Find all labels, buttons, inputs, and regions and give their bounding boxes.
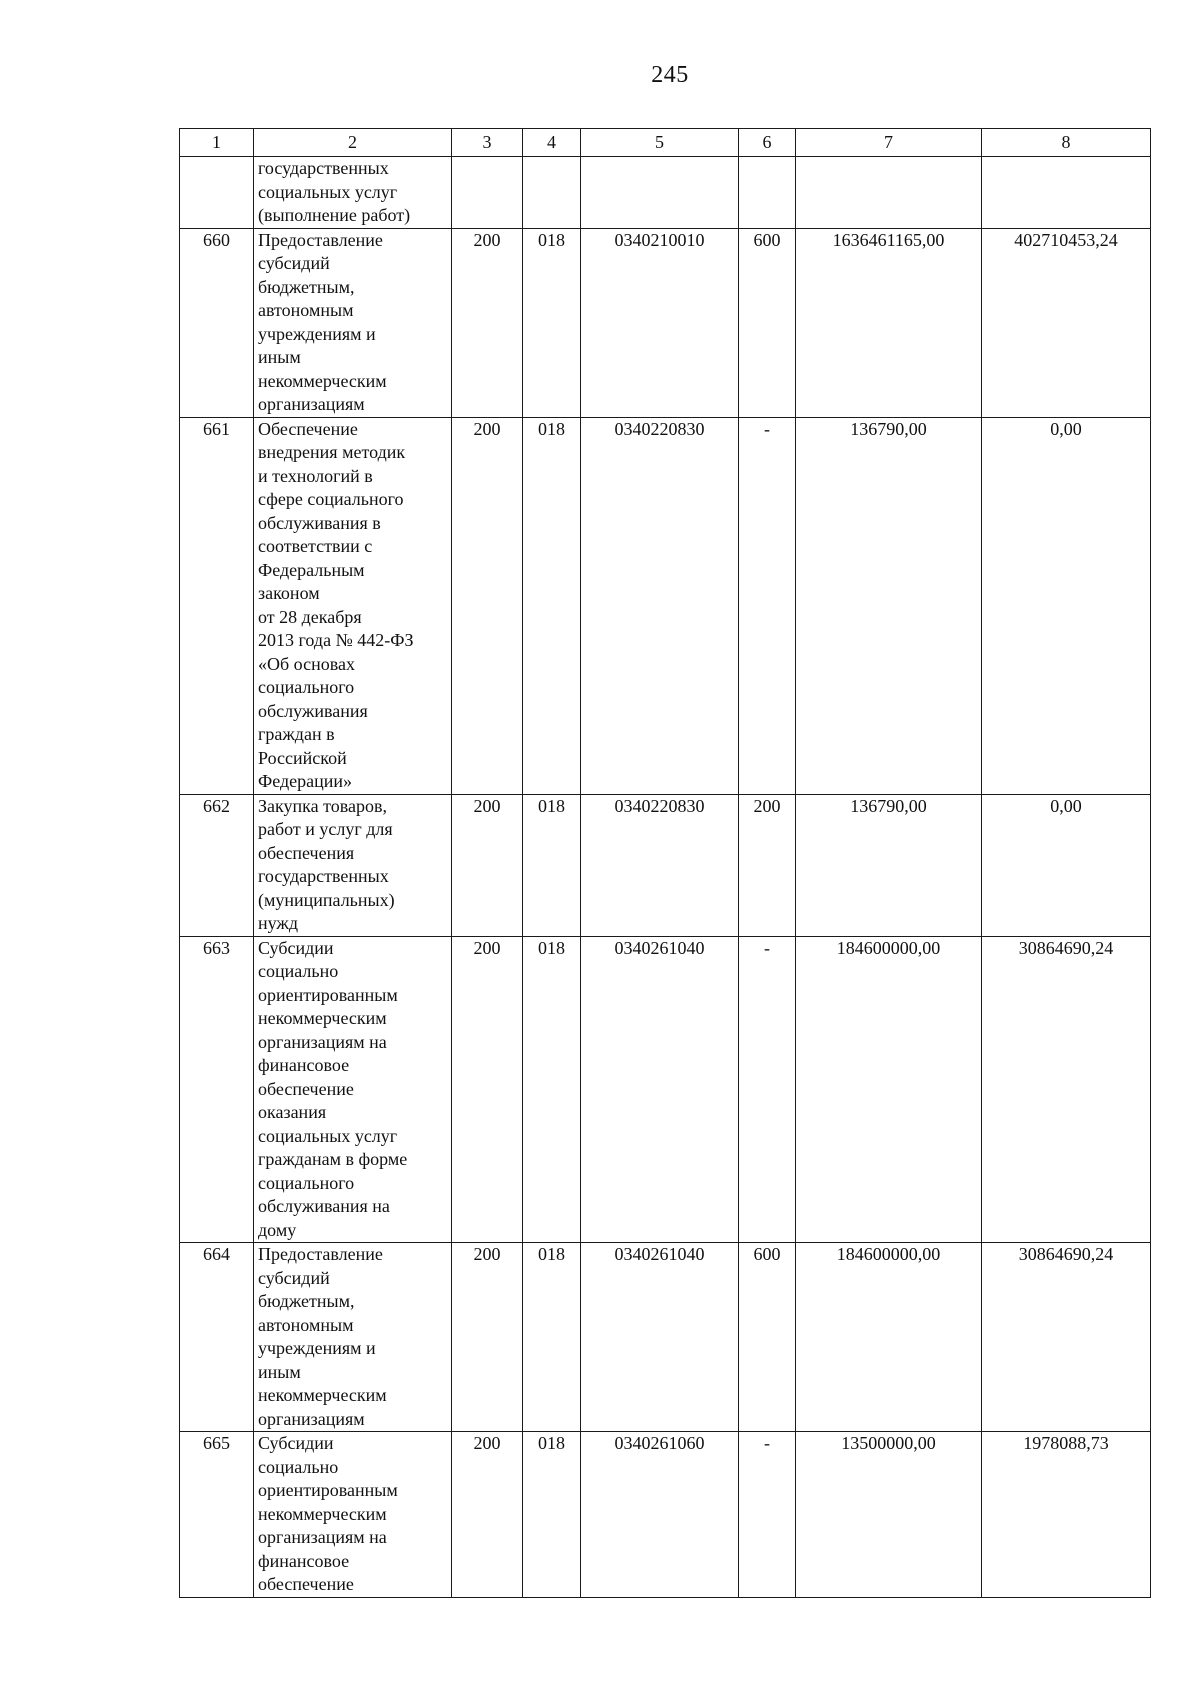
row-description: Субсидии социально ориентированным некоммерческим организациям на финансовое обеспечение [254, 1432, 452, 1598]
cell-col8: 1978088,73 [982, 1432, 1151, 1598]
cell-col7: 136790,00 [796, 417, 982, 794]
column-header: 4 [523, 129, 581, 157]
cell-col7: 13500000,00 [796, 1432, 982, 1598]
row-description: государственных социальных услуг (выполнение работ) [254, 157, 452, 229]
cell-col8: 30864690,24 [982, 1243, 1151, 1432]
cell-col4: 018 [523, 794, 581, 936]
row-number: 663 [180, 936, 254, 1243]
cell-col5: 0340261060 [581, 1432, 739, 1598]
row-number: 661 [180, 417, 254, 794]
cell-col4: 018 [523, 1432, 581, 1598]
row-number: 665 [180, 1432, 254, 1598]
cell-col4: 018 [523, 228, 581, 417]
cell-col6: 200 [739, 794, 796, 936]
column-header: 3 [452, 129, 523, 157]
cell-col3: 200 [452, 1243, 523, 1432]
cell-col6 [739, 157, 796, 229]
cell-col8 [982, 157, 1151, 229]
column-header: 2 [254, 129, 452, 157]
budget-table [179, 128, 1151, 1598]
cell-col6: - [739, 936, 796, 1243]
row-number [180, 157, 254, 229]
table-header-row [180, 129, 1151, 157]
row-description: Закупка товаров, работ и услуг для обеспечения государственных (муниципальных) нужд [254, 794, 452, 936]
cell-col5: 0340220830 [581, 417, 739, 794]
column-header: 7 [796, 129, 982, 157]
cell-col3: 200 [452, 417, 523, 794]
table-row [180, 228, 1151, 417]
cell-col8: 402710453,24 [982, 228, 1151, 417]
cell-col3: 200 [452, 1432, 523, 1598]
cell-col5 [581, 157, 739, 229]
row-description: Обеспечение внедрения методик и технологий в сфере социального обслуживания в соответствии с Федеральным законом от 28 декабря 2013 года № 442-ФЗ «Об основах социального обслуживания граждан в Российской Федерации» [254, 417, 452, 794]
cell-col5: 0340261040 [581, 936, 739, 1243]
cell-col7: 184600000,00 [796, 1243, 982, 1432]
table-row [180, 157, 1151, 229]
column-header: 8 [982, 129, 1151, 157]
row-number: 662 [180, 794, 254, 936]
cell-col3: 200 [452, 228, 523, 417]
cell-col8: 30864690,24 [982, 936, 1151, 1243]
cell-col5: 0340210010 [581, 228, 739, 417]
cell-col4: 018 [523, 1243, 581, 1432]
cell-col6: - [739, 417, 796, 794]
cell-col5: 0340261040 [581, 1243, 739, 1432]
table-row [180, 936, 1151, 1243]
table-row [180, 1432, 1151, 1598]
cell-col7: 136790,00 [796, 794, 982, 936]
column-header: 1 [180, 129, 254, 157]
page-number: 245 [651, 62, 689, 88]
row-description: Субсидии социально ориентированным некоммерческим организациям на финансовое обеспечение оказания социальных услуг гражданам в форме социального обслуживания на дому [254, 936, 452, 1243]
cell-col6: 600 [739, 1243, 796, 1432]
cell-col8: 0,00 [982, 417, 1151, 794]
cell-col7: 1636461165,00 [796, 228, 982, 417]
cell-col7 [796, 157, 982, 229]
cell-col3: 200 [452, 794, 523, 936]
budget-table-body [180, 129, 1151, 1598]
column-header: 6 [739, 129, 796, 157]
cell-col7: 184600000,00 [796, 936, 982, 1243]
cell-col6: - [739, 1432, 796, 1598]
cell-col4 [523, 157, 581, 229]
column-header: 5 [581, 129, 739, 157]
cell-col4: 018 [523, 417, 581, 794]
row-number: 664 [180, 1243, 254, 1432]
row-description: Предоставление субсидий бюджетным, автономным учреждениям и иным некоммерческим организациям [254, 1243, 452, 1432]
cell-col4: 018 [523, 936, 581, 1243]
cell-col6: 600 [739, 228, 796, 417]
row-number: 660 [180, 228, 254, 417]
cell-col3: 200 [452, 936, 523, 1243]
cell-col5: 0340220830 [581, 794, 739, 936]
cell-col3 [452, 157, 523, 229]
row-description: Предоставление субсидий бюджетным, автономным учреждениям и иным некоммерческим организациям [254, 228, 452, 417]
table-row [180, 1243, 1151, 1432]
cell-col8: 0,00 [982, 794, 1151, 936]
table-row [180, 417, 1151, 794]
table-row [180, 794, 1151, 936]
